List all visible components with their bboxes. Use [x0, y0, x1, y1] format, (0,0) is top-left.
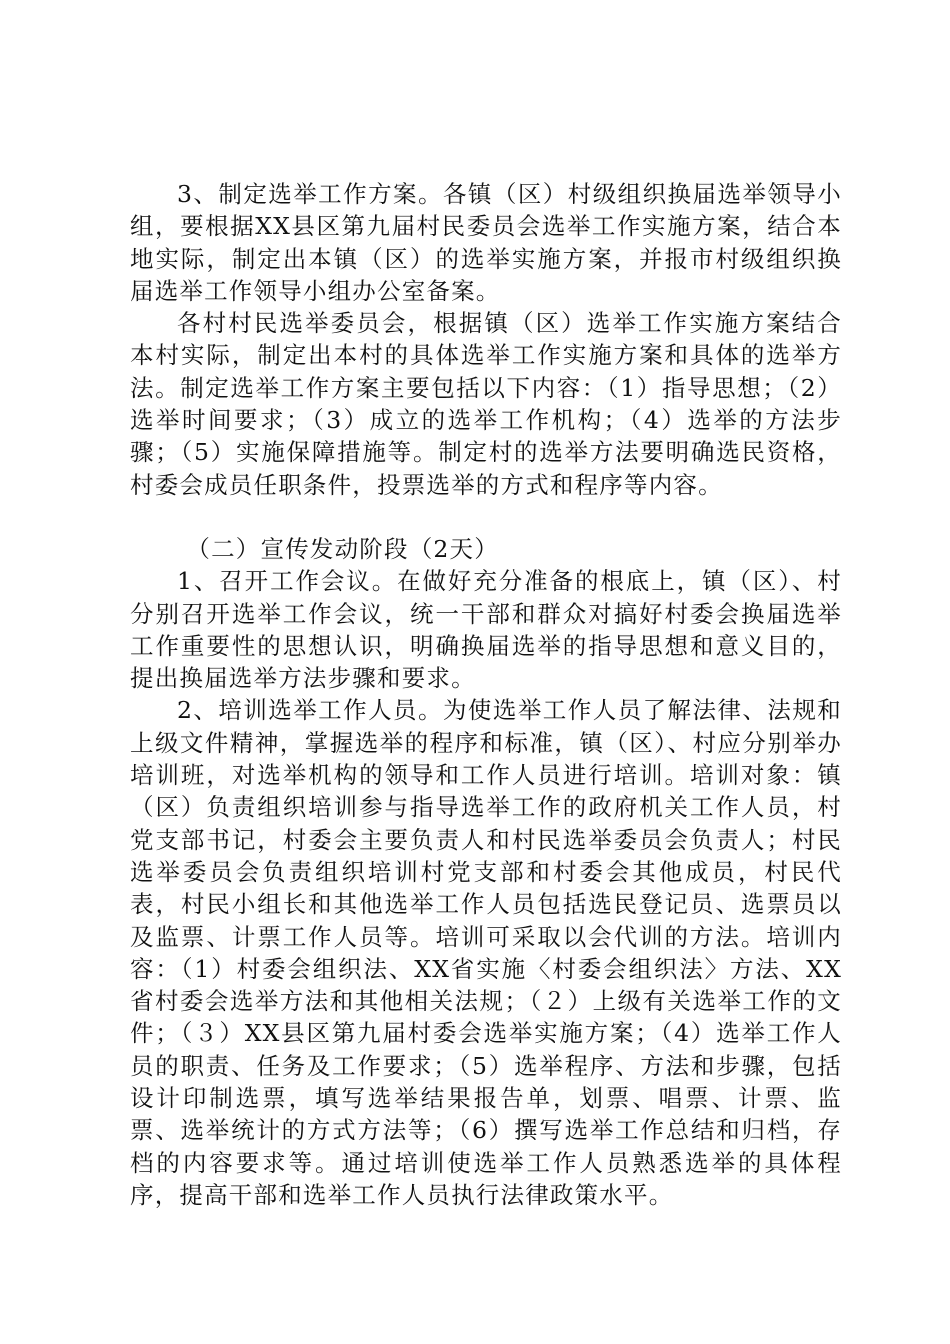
document-body — [130, 178, 842, 1211]
section-heading-publicity-stage: （二）宣传发动阶段（2天） — [186, 534, 499, 563]
paragraph-village-election-committee: 各村村民选举委员会，根据镇（区）选举工作实施方案结合本村实际，制定出本村的具体选举工作实施方案和具体的选举方法。制定选举工作方案主要包括以下内容：（1）指导思想；（2）选举时间要求；（3）成立的选举工作机构；（4）选举的方法步骤；（5）实施保障措施等。制定村的选举方法要明确选民资格，村委会成员任职条件，投票选举的方式和程序等内容。 — [130, 309, 842, 499]
paragraph-spacer — [130, 501, 842, 533]
paragraph-plan-formulation: 3、制定选举工作方案。各镇（区）村级组织换届选举领导小组，要根据XX县区第九届村民委员会选举工作实施方案，结合本地实际，制定出本镇（区）的选举实施方案，并报市村级组织换届选举工作领导小组办公室备案。 — [130, 180, 842, 305]
paragraph-work-meeting: 1、召开工作会议。在做好充分准备的根底上，镇（区）、村分别召开选举工作会议，统一干部和群众对搞好村委会换届选举工作重要性的思想认识，明确换届选举的指导思想和意义目的，提出换届选举方法步骤和要求。 — [130, 567, 842, 693]
paragraph-staff-training: 2、培训选举工作人员。为使选举工作人员了解法律、法规和上级文件精神，掌握选举的程序和标准，镇（区）、村应分别举办培训班，对选举机构的领导和工作人员进行培训。培训对象：镇（区）负责组织培训参与指导选举工作的政府机关工作人员，村党支部书记，村委会主要负责人和村民选举委员会负责人；村民选举委员会负责组织培训村党支部和村委会其他成员，村民代表，村民小组长和其他选举工作人员包括选民登记员、选票员以及监票、计票工作人员等。培训可采取以会代训的方法。培训内容：（1）村委会组织法、XX省实施〈村委会组织法〉方法、XX省村委会选举方法和其他相关法规；（２）上级有关选举工作的文件；（３）XX县区第九届村委会选举实施方案；（4）选举工作人员的职责、任务及工作要求；（5）选举程序、方法和步骤，包括设计印制选票，填写选举结果报告单，划票、唱票、计票、监票、选举统计的方式方法等；（6）撰写选举工作总结和归档，存档的内容要求等。通过培训使选举工作人员熟悉选举的具体程序，提高干部和选举工作人员执行法律政策水平。 — [130, 696, 842, 1209]
